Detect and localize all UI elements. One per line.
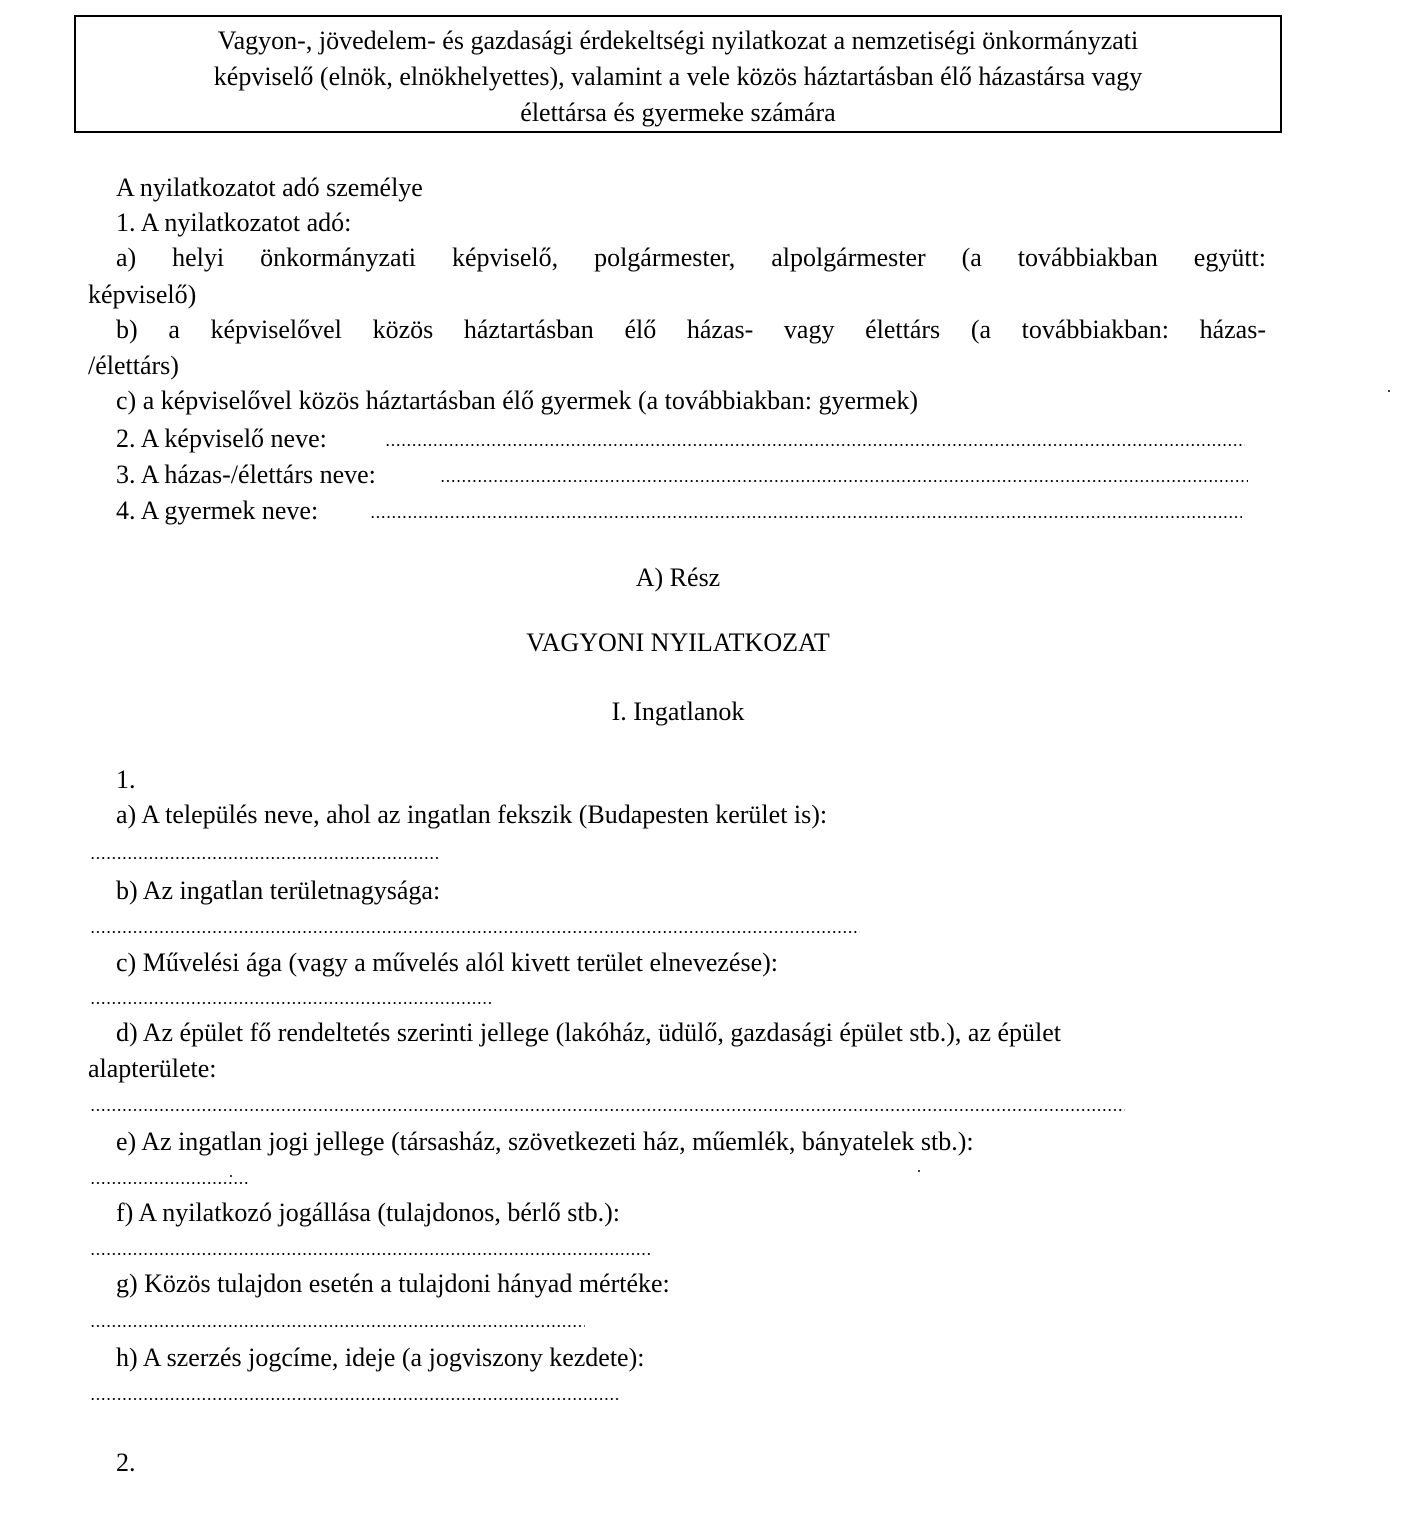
word: önkormányzati xyxy=(260,243,417,272)
form-title-line-1: Vagyon-, jövedelem- és gazdasági érdekeltségi nyilatkozat a nemzetiségi önkormányzati xyxy=(217,26,1139,55)
word: képviselővel xyxy=(210,315,342,344)
property-number: 1. xyxy=(116,765,136,794)
representative-name-field[interactable] xyxy=(385,444,1245,446)
speck xyxy=(918,1170,920,1172)
property-settlement-label: a) A település neve, ahol az ingatlan fekszik (Budapesten kerület is): xyxy=(116,800,828,829)
declarant-heading: A nyilatkozatot adó személye xyxy=(116,173,423,202)
word: polgármester, xyxy=(594,243,736,272)
child-name-field[interactable] xyxy=(370,516,1242,518)
section-subtitle: I. Ingatlanok xyxy=(611,697,745,726)
property-area-field[interactable] xyxy=(90,931,860,933)
word: b) xyxy=(116,315,138,344)
word: házas- xyxy=(1199,315,1266,344)
declarant-option-b-line-1 xyxy=(116,315,1266,345)
declarant-option-b-line-2: /élettárs) xyxy=(88,351,179,380)
declarant-legal-status-label: f) A nyilatkozó jogállása (tulajdonos, bérlő stb.): xyxy=(116,1198,621,1227)
word: élettárs xyxy=(865,315,941,344)
word: (a xyxy=(970,315,992,344)
acquisition-title-label: h) A szerzés jogcíme, ideje (a jogviszony kezdete): xyxy=(116,1343,645,1372)
declarant-option-a-line-2: képviselő) xyxy=(88,280,197,309)
declarant-option-a-line-1 xyxy=(116,243,1266,273)
property-legal-nature-field[interactable] xyxy=(90,1182,250,1184)
property-cultivation-field[interactable] xyxy=(90,1002,492,1004)
property-building-field[interactable] xyxy=(90,1109,1125,1111)
speck xyxy=(1388,390,1390,392)
section-part-label: A) Rész xyxy=(635,563,721,592)
word: (a xyxy=(961,243,982,272)
word: vagy xyxy=(783,315,835,344)
property-building-label-line-1: d) Az épület fő rendeltetés szerinti jellege (lakóház, üdülő, gazdasági épület stb.), az épület xyxy=(116,1018,1062,1047)
form-title-box xyxy=(74,15,1282,133)
speck xyxy=(230,1175,232,1177)
spouse-name-label: 3. A házas-/élettárs neve: xyxy=(116,460,376,489)
section-title: VAGYONI NYILATKOZAT xyxy=(526,628,830,657)
representative-name-label: 2. A képviselő neve: xyxy=(116,424,327,453)
declarant-item-1: 1. A nyilatkozatot adó: xyxy=(116,208,352,237)
word: a xyxy=(168,315,180,344)
word: a) xyxy=(116,243,137,272)
property-settlement-field[interactable] xyxy=(90,857,440,859)
property-building-label-line-2: alapterülete: xyxy=(88,1054,217,1083)
declarant-option-c: c) a képviselővel közös háztartásban élő gyermek (a továbbiakban: gyermek) xyxy=(116,386,919,415)
word: helyi xyxy=(172,243,225,272)
word: együtt: xyxy=(1193,243,1266,272)
spouse-name-field[interactable] xyxy=(440,480,1248,482)
word: közös xyxy=(372,315,434,344)
property-cultivation-label: c) Művelési ága (vagy a művelés alól kivett terület elnevezése): xyxy=(116,948,778,977)
declarant-legal-status-field[interactable] xyxy=(90,1253,652,1255)
property-number-2: 2. xyxy=(116,1448,136,1477)
property-legal-nature-label: e) Az ingatlan jogi jellege (társasház, szövetkezeti ház, műemlék, bányatelek stb.): xyxy=(116,1127,974,1156)
word: továbbiakban xyxy=(1017,243,1158,272)
acquisition-title-field[interactable] xyxy=(90,1398,620,1400)
ownership-share-field[interactable] xyxy=(90,1325,585,1327)
word: képviselő, xyxy=(451,243,559,272)
form-title-line-2: képviselő (elnök, elnökhelyettes), valamint a vele közös háztartásban élő házastársa vagy xyxy=(213,62,1143,91)
word: továbbiakban: xyxy=(1021,315,1169,344)
ownership-share-label: g) Közös tulajdon esetén a tulajdoni hányad mértéke: xyxy=(116,1269,670,1298)
word: élő xyxy=(624,315,657,344)
form-title-line-3: élettársa és gyermeke számára xyxy=(520,98,836,127)
word: alpolgármester xyxy=(771,243,926,272)
child-name-label: 4. A gyermek neve: xyxy=(116,496,319,525)
property-area-label: b) Az ingatlan területnagysága: xyxy=(116,876,441,905)
word: háztartásban xyxy=(463,315,594,344)
word: házas- xyxy=(686,315,754,344)
